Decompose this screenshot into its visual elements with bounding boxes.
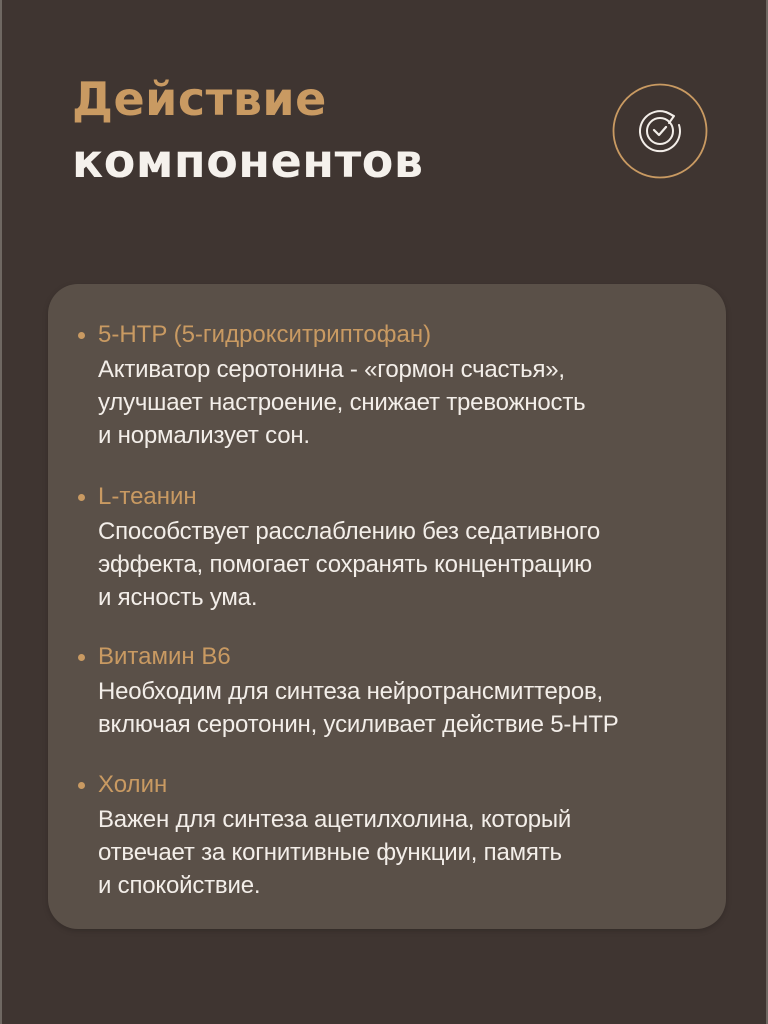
components-card	[48, 284, 726, 929]
component-name	[78, 320, 431, 350]
description-line: Важен для синтеза ацетилхолина, который	[98, 806, 572, 833]
description-line: Способствует расслаблению без седативного	[98, 518, 601, 545]
component-description	[98, 353, 585, 452]
title-line-accent: Действие	[72, 72, 327, 126]
component-description	[98, 675, 619, 741]
bullet-icon	[78, 654, 85, 661]
refresh-check-icon	[612, 83, 708, 179]
description-line: Активатор серотонина - «гормон счастья»,	[98, 356, 565, 383]
bullet-icon	[78, 782, 85, 789]
component-name	[78, 642, 231, 672]
description-line: отвечает за когнитивные функции, память	[98, 839, 562, 866]
description-line: эффекта, помогает сохранять концентрацию	[98, 551, 592, 578]
component-name-text: L-теанин	[98, 483, 197, 510]
description-line: Необходим для синтеза нейротрансмиттеров,	[98, 678, 603, 705]
page-title	[72, 68, 423, 192]
component-name	[78, 482, 197, 512]
description-line: улучшает настроение, снижает тревожность	[98, 389, 586, 416]
description-line: и ясность ума.	[98, 584, 258, 611]
component-name-text: 5-HTP (5-гидрокситриптофан)	[98, 321, 432, 348]
component-name	[78, 770, 167, 800]
component-description	[98, 803, 571, 902]
bullet-icon	[78, 494, 85, 501]
description-line: включая серотонин, усиливает действие 5-HTP	[98, 711, 619, 738]
component-description	[98, 515, 600, 614]
component-name-text: Холин	[98, 771, 168, 798]
description-line: и спокойствие.	[98, 872, 261, 899]
component-name-text: Витамин B6	[98, 643, 231, 670]
description-line: и нормализует сон.	[98, 422, 310, 449]
bullet-icon	[78, 332, 85, 339]
title-line-main: компонентов	[72, 134, 424, 188]
